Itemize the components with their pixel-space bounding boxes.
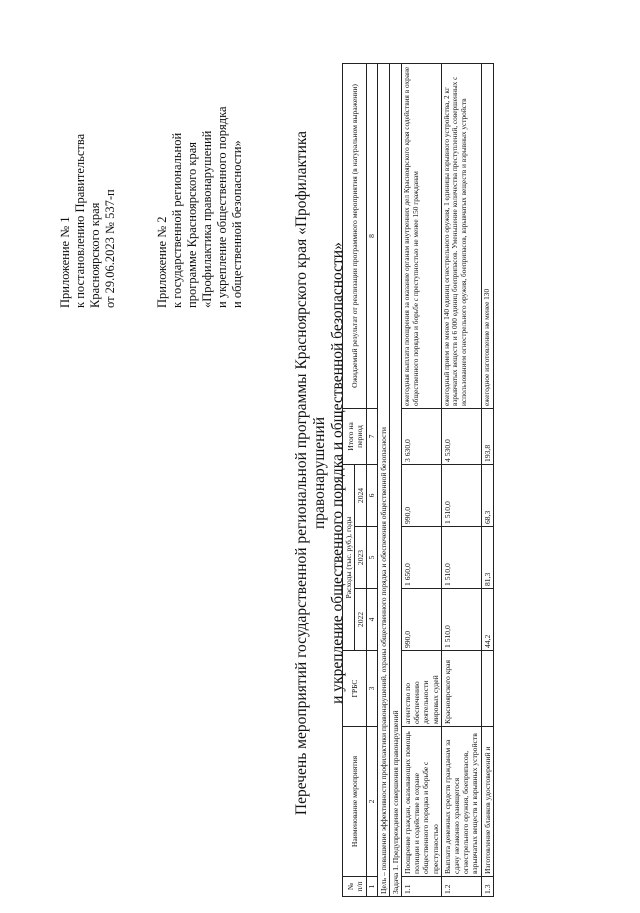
header-result: Ожидаемый результат от реализации программного мероприятия (в натуральном выражении) [343,63,367,408]
row-2024: 1 510,0 [441,464,481,526]
appendix-2-line: Приложение № 2 [155,216,169,308]
row-name: Изготовление бланков удостоверений и [481,727,493,877]
table-row [402,63,442,896]
header-name: Наименование мероприятия [343,727,367,877]
row-name: Поощрение граждан, оказывающих помощь полиции и содействие в охране общественного порядка и борьбе с преступностью [402,727,442,877]
column-number: 1 [367,877,377,897]
row-total: 4 530,0 [441,408,481,464]
row-name: Выплата денежных средств гражданам за сдачу незаконно хранящегося огнестрельного оружия, боеприпасов, взрывчатых веществ и взрывных устройств [441,727,481,877]
header-expenses: Расходы (тыс. руб.), годы [343,464,355,650]
row-grbs: Красноярского края [441,651,481,727]
row-total: 193,8 [481,408,493,464]
header-year: 2022 [355,589,367,651]
header-grbs: ГРБС [343,651,367,727]
appendix-2-block [155,8,245,308]
row-2022: 44,2 [481,589,493,651]
row-2024: 68,3 [481,464,493,526]
title-line: Перечень мероприятий государственной региональной программы Красноярского края «Профилактика правонарушений [293,130,328,816]
task-text: Задача 1. Предупреждение совершения правонарушений [389,63,401,896]
header-total: Итого на период [343,408,367,464]
goal-text: Цель – повышение эффективности профилактики правонарушений, охраны общественного порядка и обеспечения общественной безопасности [377,63,389,896]
row-2023: 81,3 [481,527,493,589]
document-title [293,73,347,873]
row-grbs: агентство по обеспечению деятельности мировых судей [402,651,442,727]
appendix-2-line: «Профилактика правонарушений [200,130,214,308]
row-num: 1.1 [402,877,442,897]
appendix-1-line: Приложение № 1 [58,216,72,308]
row-num: 1.3 [481,877,493,897]
column-number: 5 [367,527,377,589]
appendix-1-line: к постановлению Правительства [73,133,87,308]
row-result: ежегодное изготовление не менее 130 [481,63,493,408]
header-num: № п/п [343,877,367,897]
table-row [481,63,493,896]
header-year: 2023 [355,527,367,589]
column-number: 6 [367,464,377,526]
row-2023: 1 650,0 [402,527,442,589]
appendix-1-line: Красноярского края [88,202,102,308]
row-num: 1.2 [441,877,481,897]
appendix-1-block [58,8,118,308]
row-total: 3 630,0 [402,408,442,464]
row-2022: 1 510,0 [441,589,481,651]
appendix-2-line: и общественной безопасности» [230,140,244,308]
row-2022: 990,0 [402,589,442,651]
column-number: 3 [367,651,377,727]
appendix-2-line: к государственной региональной [170,132,184,308]
goal-row [377,63,389,896]
measures-table [342,63,494,897]
header-row [343,63,355,896]
title-line: и укрепление общественного порядка и общественной безопасности» [329,242,346,704]
column-number: 7 [367,408,377,464]
task-row [389,63,401,896]
column-number: 4 [367,589,377,651]
row-result: ежегодный прием не менее 140 единиц огнестрельного оружия, 1 единицы взрывного устройства, 2 кг взрывчатых веществ и 6 000 единиц боеприпасов. Уменьшение количества преступлений, совершенных с использованием огнестрельного оружия, боеприпасов, взрывчатых веществ и взрывных устройств [441,63,481,408]
appendix-2-line: программе Красноярского края [185,141,199,308]
appendix-1-line: от 29.06.2023 № 537-п [103,189,117,308]
header-year: 2024 [355,464,367,526]
row-grbs [481,651,493,727]
column-number: 8 [367,63,377,408]
row-2023: 1 510,0 [441,527,481,589]
row-2024: 990,0 [402,464,442,526]
appendix-2-line: и укрепление общественного порядка [215,106,229,308]
column-number: 2 [367,727,377,877]
table-row [441,63,481,896]
row-result: ежегодная выплата поощрения за оказание органам внутренних дел Красноярского края содействия в охране общественного порядка и борьбе с преступностью не менее 150 гражданам [402,63,442,408]
column-number-row [367,63,377,896]
